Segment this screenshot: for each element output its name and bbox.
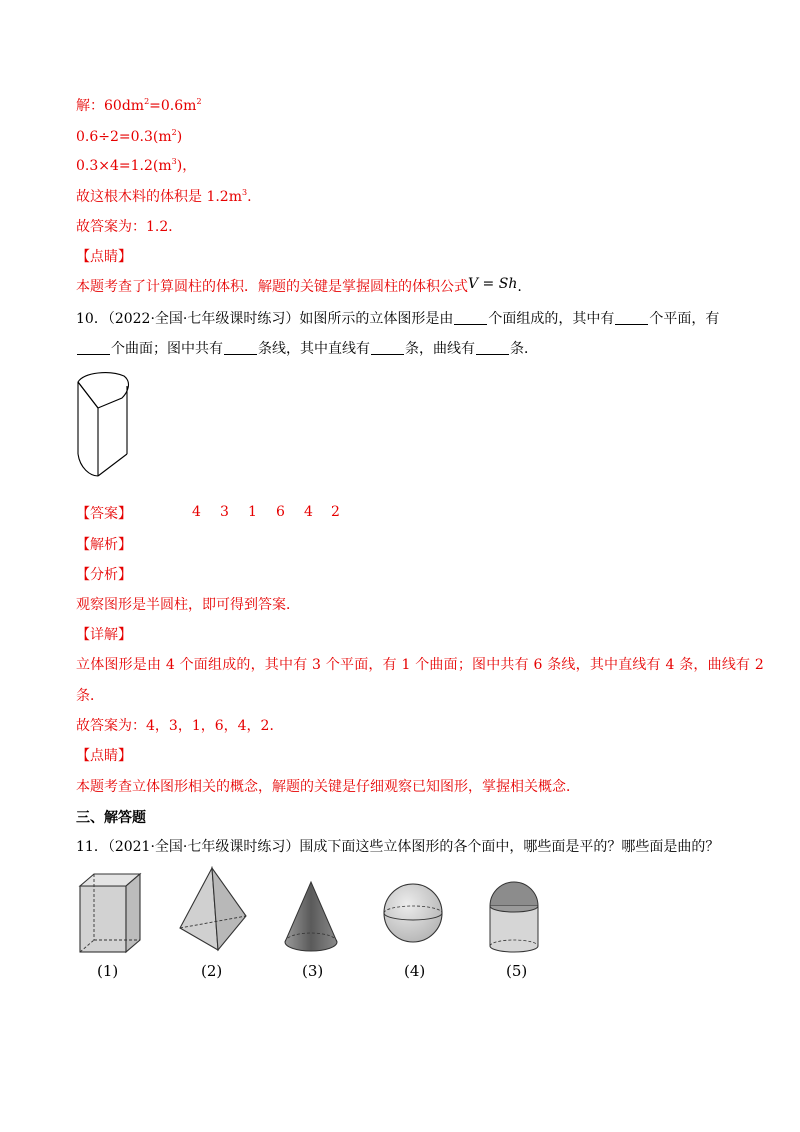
cylinder-hemisphere-figure bbox=[484, 878, 544, 958]
solution-line-2 bbox=[76, 127, 182, 147]
fenxi-text: 观察图形是半圆柱，即可得到答案． bbox=[76, 597, 300, 613]
solution-line-4 bbox=[76, 187, 252, 207]
question-11-text: 11．（2021·全国·七年级课时练习）围成下面这些立体图形的各个面中，哪些面是平的？哪些面是曲的？ bbox=[76, 839, 720, 855]
answer-blank bbox=[615, 310, 648, 325]
jiexi-heading: 【解析】 bbox=[76, 537, 132, 553]
dianjing-heading: 【点睛】 bbox=[76, 249, 132, 265]
answer-value-4: 6 bbox=[276, 504, 285, 520]
q10-part-2: 个面组成的，其中有 bbox=[488, 311, 615, 327]
volume-formula: V = Sh bbox=[468, 276, 518, 292]
solution-line-2-post: ) bbox=[176, 129, 183, 145]
solution-line-1-mid: =0.6m bbox=[149, 98, 197, 114]
q10-part-3: 个平面，有 bbox=[649, 311, 720, 327]
superscript: 3 bbox=[242, 188, 248, 197]
question-10-line-1 bbox=[76, 309, 719, 329]
dianjing-heading-2: 【点睛】 bbox=[76, 748, 132, 764]
figure-caption-3: (3) bbox=[302, 962, 324, 980]
figure-caption-1: (1) bbox=[97, 962, 119, 980]
answer-value-6: 2 bbox=[331, 504, 340, 520]
answer-blank bbox=[454, 310, 487, 325]
solution-line-1 bbox=[76, 96, 202, 116]
sphere-figure bbox=[382, 882, 444, 944]
solution-line-4-pre: 故这根木料的体积是 1.2m bbox=[76, 189, 242, 205]
figure-caption-2: (2) bbox=[201, 962, 223, 980]
solution-line-3-post: )， bbox=[176, 158, 197, 174]
solution-final-answer: 故答案为：1.2． bbox=[76, 219, 183, 235]
superscript: 2 bbox=[171, 128, 177, 137]
final-answer: 故答案为：4，3，1，6，4，2． bbox=[76, 718, 284, 734]
dianjing-text-2: 本题考查立体图形相关的概念，解题的关键是仔细观察已知图形，掌握相关概念． bbox=[76, 779, 580, 795]
dianjing-text bbox=[76, 277, 522, 297]
answer-value-3: 1 bbox=[248, 504, 257, 520]
q10-part-6: 条，曲线有 bbox=[405, 341, 475, 357]
dianjing-text-body: 本题考查了计算圆柱的体积．解题的关键是掌握圆柱的体积公式 bbox=[76, 279, 468, 295]
question-10-line-2 bbox=[76, 339, 538, 359]
detail-line-2: 条． bbox=[76, 688, 104, 704]
figure-caption-5: (5) bbox=[506, 962, 528, 980]
answer-blank bbox=[371, 340, 404, 355]
superscript: 2 bbox=[144, 97, 150, 106]
solution-line-3 bbox=[76, 156, 196, 176]
superscript: 2 bbox=[196, 97, 202, 106]
q10-part-7: 条． bbox=[510, 341, 538, 357]
answer-label: 【答案】 bbox=[76, 506, 132, 522]
q10-part-1: 10．（2022·全国·七年级课时练习）如图所示的立体图形是由 bbox=[76, 311, 454, 327]
xiangjie-heading: 【详解】 bbox=[76, 627, 132, 643]
cone-figure bbox=[282, 880, 340, 954]
tetrahedron-figure bbox=[178, 866, 248, 952]
half-cylinder-figure bbox=[70, 368, 140, 480]
answer-value-2: 3 bbox=[220, 504, 229, 520]
solution-line-3-pre: 0.3×4=1.2(m bbox=[76, 158, 172, 174]
answer-value-1: 4 bbox=[192, 504, 201, 520]
solution-line-2-pre: 0.6÷2=0.3(m bbox=[76, 129, 172, 145]
figure-caption-4: (4) bbox=[404, 962, 426, 980]
solution-line-1-pre: 解：60dm bbox=[76, 98, 145, 114]
formula-period: . bbox=[517, 279, 522, 295]
answer-blank bbox=[77, 340, 110, 355]
section-heading: 三、解答题 bbox=[76, 810, 146, 826]
q10-part-5: 条线，其中直线有 bbox=[258, 341, 370, 357]
detail-line-1: 立体图形是由 4 个面组成的，其中有 3 个平面，有 1 个曲面；图中共有 6 条线，其中直线有 4 条，曲线有 2 bbox=[76, 657, 764, 673]
fenxi-heading: 【分析】 bbox=[76, 567, 132, 583]
answer-blank bbox=[224, 340, 257, 355]
q10-part-4: 个曲面；图中共有 bbox=[111, 341, 223, 357]
cuboid-figure bbox=[78, 872, 144, 956]
answer-blank bbox=[476, 340, 509, 355]
answer-value-5: 4 bbox=[304, 504, 313, 520]
solution-line-4-post: . bbox=[247, 189, 252, 205]
superscript: 3 bbox=[171, 157, 177, 166]
